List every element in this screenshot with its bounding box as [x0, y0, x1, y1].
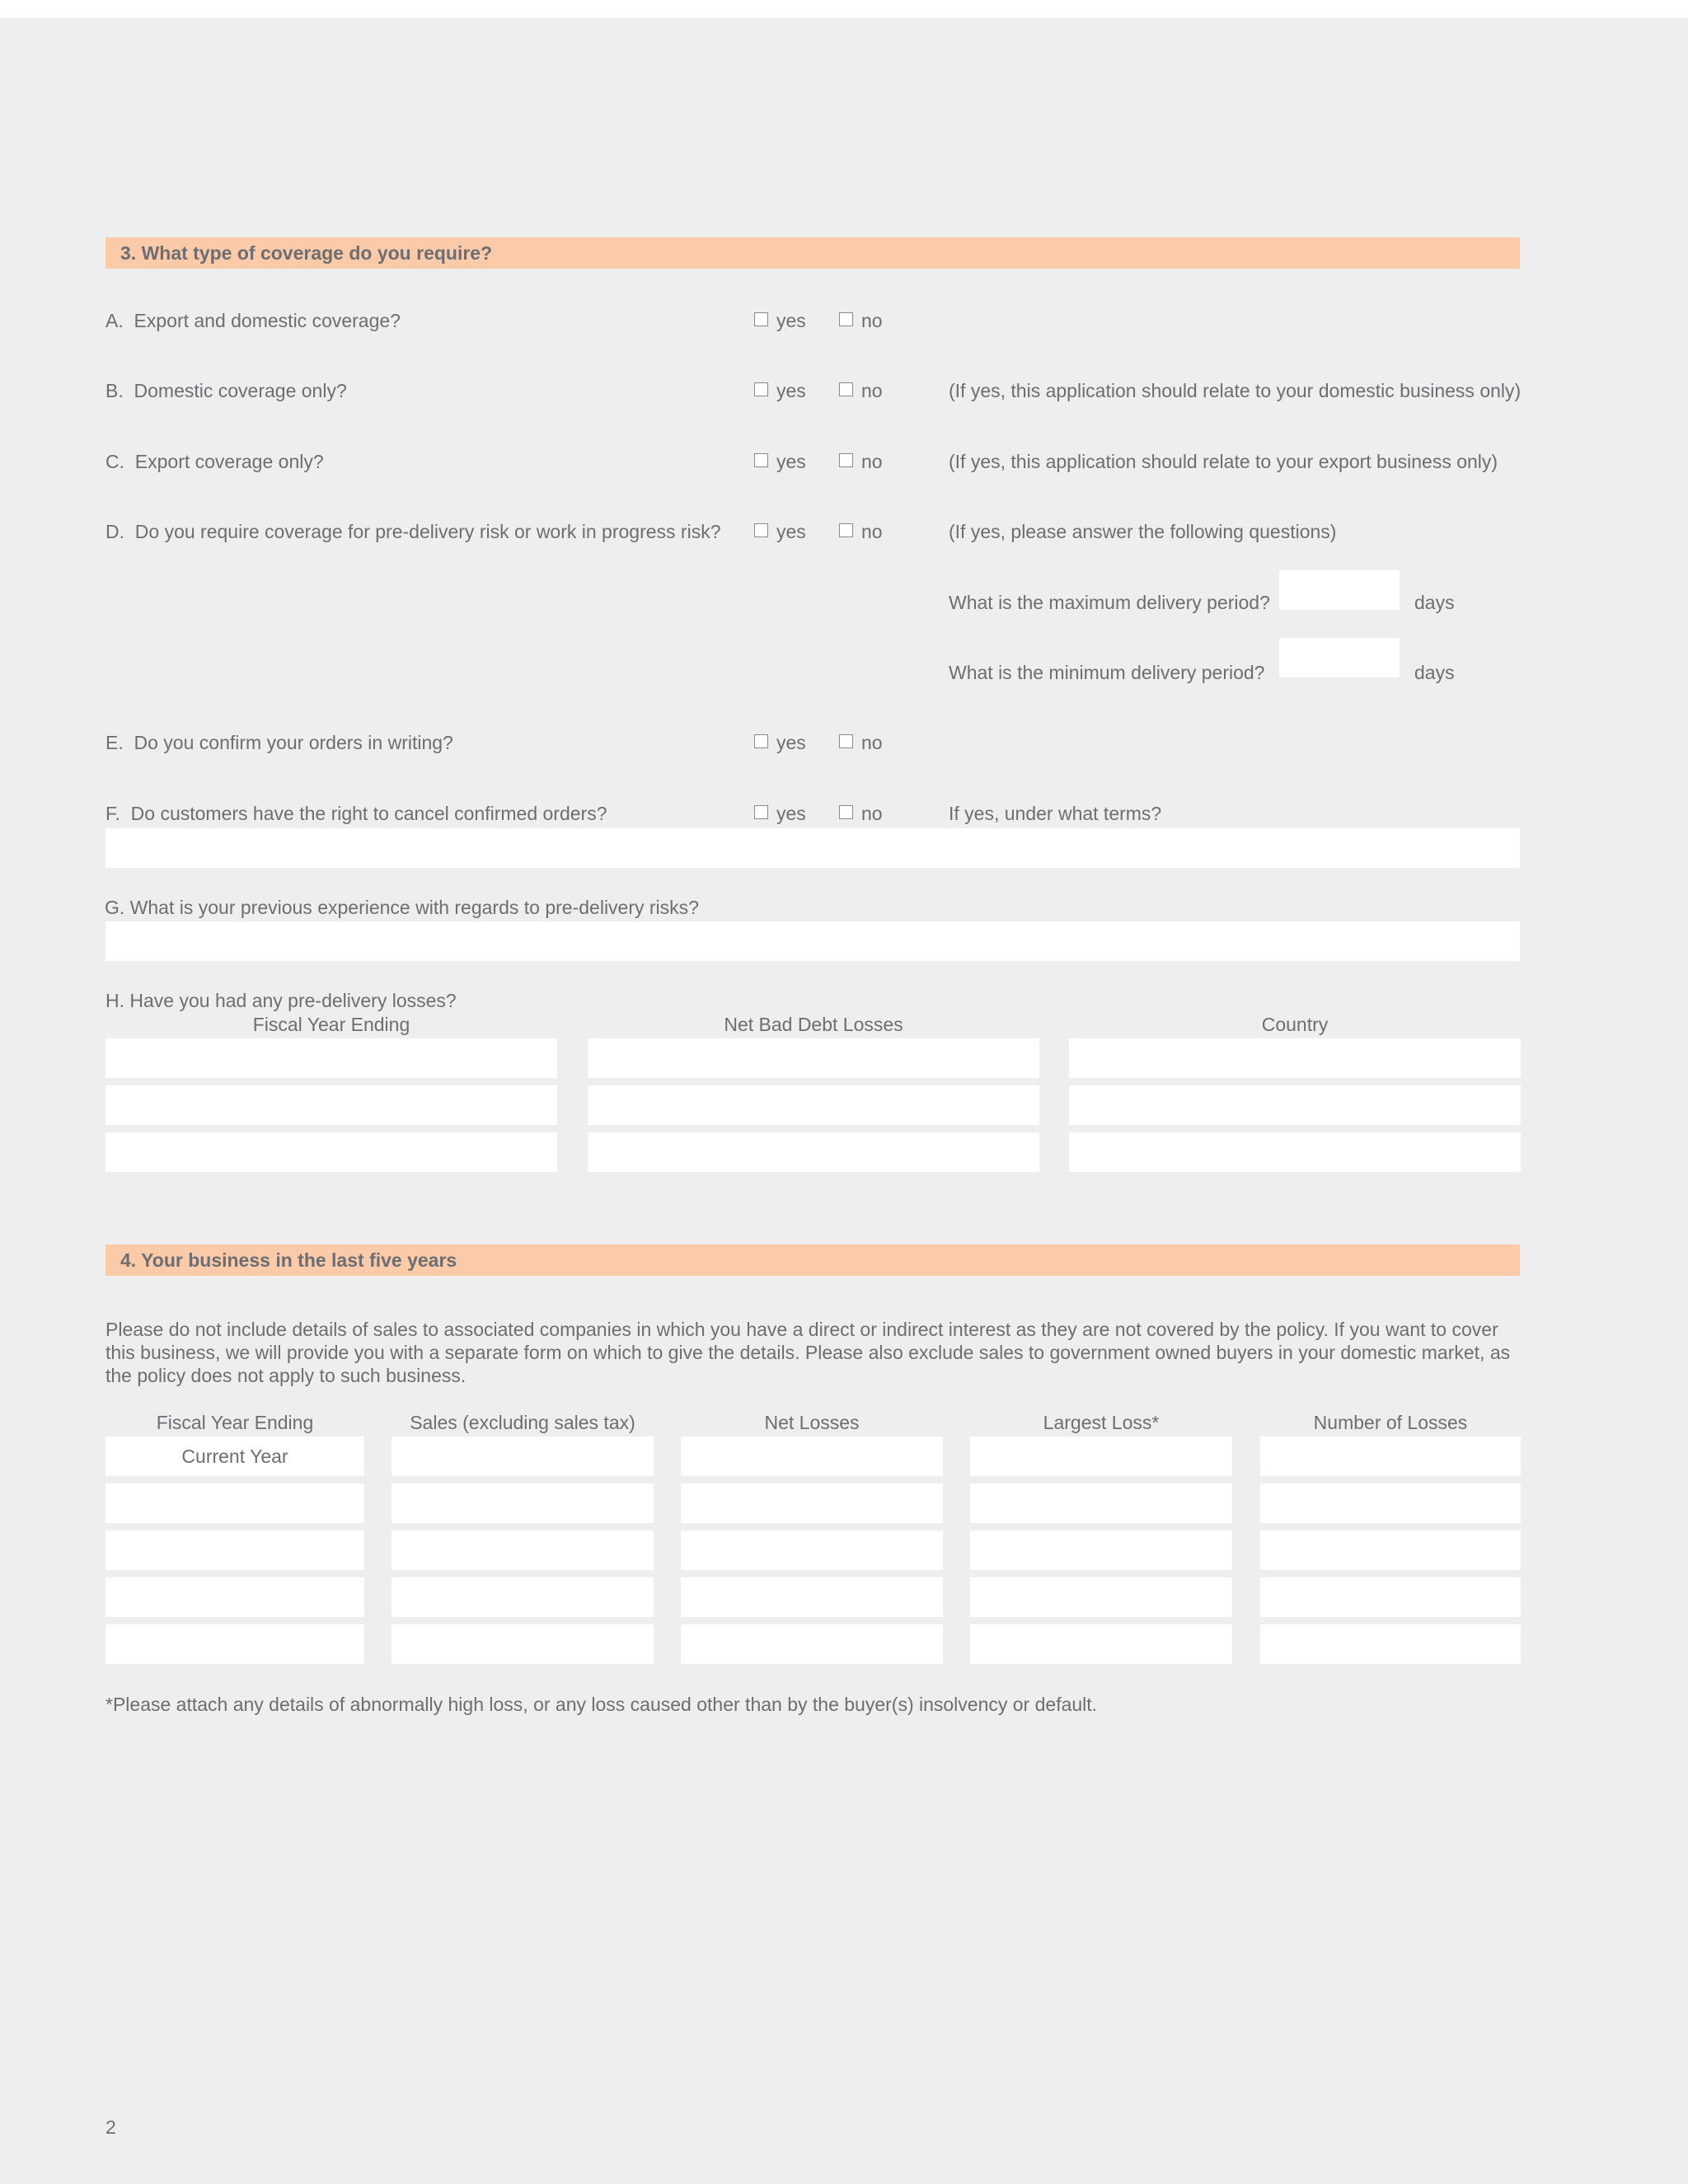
section-4-header: 4. Your business in the last five years [106, 1244, 1520, 1276]
business-fiscal-year-input-3[interactable] [106, 1530, 364, 1570]
question-a-yes-checkbox[interactable] [754, 312, 768, 326]
question-f-no-checkbox[interactable] [839, 805, 853, 819]
question-d-note: (If yes, please answer the following questions) [949, 521, 1337, 542]
business-number-of-losses-input-2[interactable] [1260, 1483, 1521, 1523]
min-delivery-unit: days [1414, 662, 1455, 683]
losses-fiscal-year-input-3[interactable] [106, 1132, 557, 1172]
yes-label: yes [776, 803, 806, 824]
question-f-note: If yes, under what terms? [949, 803, 1162, 824]
yes-label: yes [776, 380, 806, 401]
top-strip [0, 0, 1688, 18]
max-delivery-unit: days [1414, 592, 1455, 613]
question-c-options [754, 449, 883, 474]
question-b-note: (If yes, this application should relate to your domestic business only) [949, 380, 1522, 401]
question-a-letter: A. [106, 310, 124, 331]
losses-col-net-bad-debt: Net Bad Debt Losses [724, 1014, 903, 1035]
section-4-intro: Please do not include details of sales to associated companies in which you have a direct or indirect interest as they are not covered by the policy. If you want to cover this business, we will provide you with a separate form on which to give the details. Please also exclude sales to government owned buyers in your domestic market, as the policy does not apply to such business. [106, 1319, 1511, 1386]
business-number-of-losses-input-4[interactable] [1260, 1577, 1521, 1617]
business-largest-loss-input-4[interactable] [970, 1577, 1232, 1617]
question-f-yes-checkbox[interactable] [754, 805, 768, 819]
yes-label: yes [776, 732, 806, 753]
business-col-number-of-losses: Number of Losses [1313, 1412, 1468, 1433]
question-c-text: Export coverage only? [134, 451, 324, 472]
question-d-letter: D. [106, 521, 124, 542]
page-number: 2 [106, 2116, 116, 2138]
question-b-no-checkbox[interactable] [839, 382, 853, 396]
question-d-no-checkbox[interactable] [839, 523, 853, 537]
question-e-no-checkbox[interactable] [839, 734, 853, 748]
question-e-yes-checkbox[interactable] [754, 734, 768, 748]
yes-label: yes [776, 310, 806, 331]
question-e-letter: E. [106, 732, 124, 753]
question-b-letter: B. [106, 380, 124, 401]
business-largest-loss-input-3[interactable] [970, 1530, 1232, 1570]
business-fiscal-year-input-1[interactable]: Current Year [106, 1436, 364, 1476]
question-b-options [754, 378, 883, 403]
business-sales-input-3[interactable] [392, 1530, 654, 1570]
question-b-text: Domestic coverage only? [134, 380, 347, 401]
business-sales-input-5[interactable] [392, 1624, 654, 1664]
business-number-of-losses-input-5[interactable] [1260, 1624, 1521, 1664]
no-label: no [861, 732, 883, 753]
business-col-largest-loss: Largest Loss* [1043, 1412, 1160, 1433]
question-c-note: (If yes, this application should relate to your export business only) [949, 451, 1498, 472]
losses-fiscal-year-input-1[interactable] [106, 1038, 557, 1078]
question-d-text: Do you require coverage for pre-delivery risk or work in progress risk? [134, 521, 721, 542]
losses-net-bad-debt-input-1[interactable] [588, 1038, 1039, 1078]
losses-fiscal-year-input-2[interactable] [106, 1085, 557, 1125]
business-number-of-losses-input-1[interactable] [1260, 1436, 1521, 1476]
question-d-yes-checkbox[interactable] [754, 523, 768, 537]
question-b [106, 378, 347, 403]
business-net-losses-input-1[interactable] [681, 1436, 943, 1476]
no-label: no [861, 521, 883, 542]
min-delivery-input[interactable] [1279, 638, 1400, 677]
business-sales-input-2[interactable] [392, 1483, 654, 1523]
min-delivery-label: What is the minimum delivery period? [949, 662, 1265, 683]
business-col-fiscal-year: Fiscal Year Ending [156, 1412, 314, 1433]
question-b-yes-checkbox[interactable] [754, 382, 768, 396]
business-fiscal-year-input-2[interactable] [106, 1483, 364, 1523]
section-3-header: 3. What type of coverage do you require? [106, 237, 1520, 269]
question-c-letter: C. [106, 451, 124, 472]
question-c-no-checkbox[interactable] [839, 453, 853, 467]
business-largest-loss-input-1[interactable] [970, 1436, 1232, 1476]
pre-delivery-experience-input[interactable] [106, 921, 1520, 961]
question-a-no-checkbox[interactable] [839, 312, 853, 326]
business-sales-input-1[interactable] [392, 1436, 654, 1476]
business-fiscal-year-input-4[interactable] [106, 1577, 364, 1617]
business-col-net-losses: Net Losses [764, 1412, 860, 1433]
losses-net-bad-debt-input-3[interactable] [588, 1132, 1039, 1172]
section-4-footnote: *Please attach any details of abnormally high loss, or any loss caused other than by the buyer(s) insolvency or default. [106, 1694, 1098, 1715]
max-delivery-label: What is the maximum delivery period? [949, 592, 1270, 613]
no-label: no [861, 803, 883, 824]
business-largest-loss-input-5[interactable] [970, 1624, 1232, 1664]
question-c-yes-checkbox[interactable] [754, 453, 768, 467]
losses-net-bad-debt-input-2[interactable] [588, 1085, 1039, 1125]
question-f-text: Do customers have the right to cancel confirmed orders? [130, 803, 607, 824]
question-a-text: Export and domestic coverage? [134, 310, 401, 331]
business-col-sales: Sales (excluding sales tax) [410, 1412, 635, 1433]
question-h: H. Have you had any pre-delivery losses? [106, 990, 457, 1011]
no-label: no [861, 380, 883, 401]
business-sales-input-4[interactable] [392, 1577, 654, 1617]
cancellation-terms-input[interactable] [106, 828, 1520, 868]
question-f-letter: F. [106, 803, 120, 824]
no-label: no [861, 310, 883, 331]
question-e-text: Do you confirm your orders in writing? [134, 732, 453, 753]
losses-country-input-2[interactable] [1069, 1085, 1521, 1125]
business-net-losses-input-4[interactable] [681, 1577, 943, 1617]
question-f-options [754, 801, 883, 826]
question-d [106, 519, 721, 544]
question-a-options [754, 308, 883, 333]
business-number-of-losses-input-3[interactable] [1260, 1530, 1521, 1570]
yes-label: yes [776, 451, 806, 472]
losses-col-country: Country [1261, 1014, 1329, 1035]
no-label: no [861, 451, 883, 472]
business-fiscal-year-input-5[interactable] [106, 1624, 364, 1664]
max-delivery-input[interactable] [1279, 570, 1400, 610]
question-a [106, 308, 401, 333]
yes-label: yes [776, 521, 806, 542]
question-c [106, 449, 324, 474]
business-net-losses-input-3[interactable] [681, 1530, 943, 1570]
business-net-losses-input-2[interactable] [681, 1483, 943, 1523]
losses-col-fiscal-year: Fiscal Year Ending [252, 1014, 410, 1035]
losses-country-input-3[interactable] [1069, 1132, 1521, 1172]
business-largest-loss-input-2[interactable] [970, 1483, 1232, 1523]
question-e [106, 730, 453, 755]
question-f [106, 801, 607, 826]
question-d-options [754, 519, 883, 544]
question-e-options [754, 730, 883, 755]
losses-country-input-1[interactable] [1069, 1038, 1521, 1078]
business-net-losses-input-5[interactable] [681, 1624, 943, 1664]
question-g: G. What is your previous experience with regards to pre-delivery risks? [105, 897, 699, 918]
